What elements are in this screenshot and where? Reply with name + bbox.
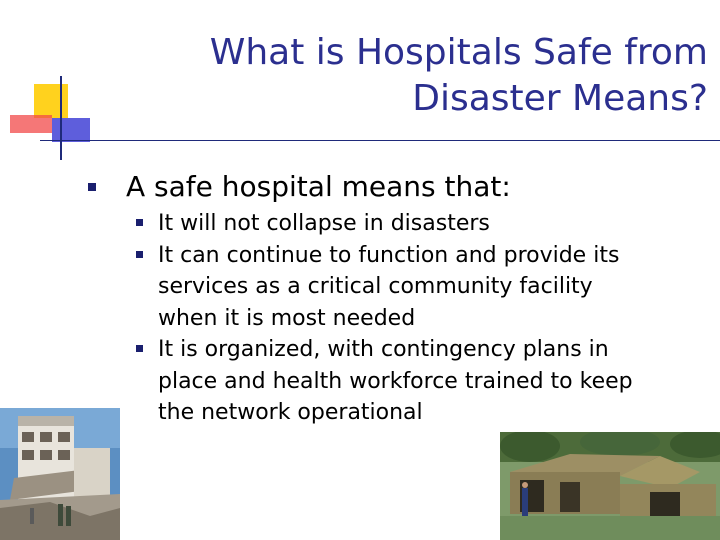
damaged-hospital-building-photo [0,408,120,540]
field-tents-photo [500,432,720,540]
sub-bullet-text: It is organized, with contingency plans in place and health workforce trained to keep the network operational [158,337,633,425]
square-bullet-icon [88,183,96,191]
square-bullet-icon [136,219,143,226]
decorative-blue-square [52,118,90,142]
slide-title-line: Disaster Means? [412,78,708,119]
sub-bullet-item [136,208,656,240]
decorative-red-square [10,115,52,133]
main-bullet-text: A safe hospital means that: [126,170,511,203]
sub-bullet-list [136,208,656,429]
square-bullet-icon [136,345,143,352]
decorative-vertical-line [60,76,62,160]
decorative-yellow-square [34,84,68,118]
sub-bullet-item [136,334,656,429]
title-divider-line [40,140,720,141]
square-bullet-icon [136,251,143,258]
main-bullet [88,170,688,203]
sub-bullet-item [136,240,656,335]
sub-bullet-text: It can continue to function and provide its services as a critical community facility when it is most needed [158,242,620,331]
slide-title [148,30,708,122]
sub-bullet-text: It will not collapse in disasters [158,211,490,236]
slide-title-line: What is Hospitals Safe from [209,32,708,73]
